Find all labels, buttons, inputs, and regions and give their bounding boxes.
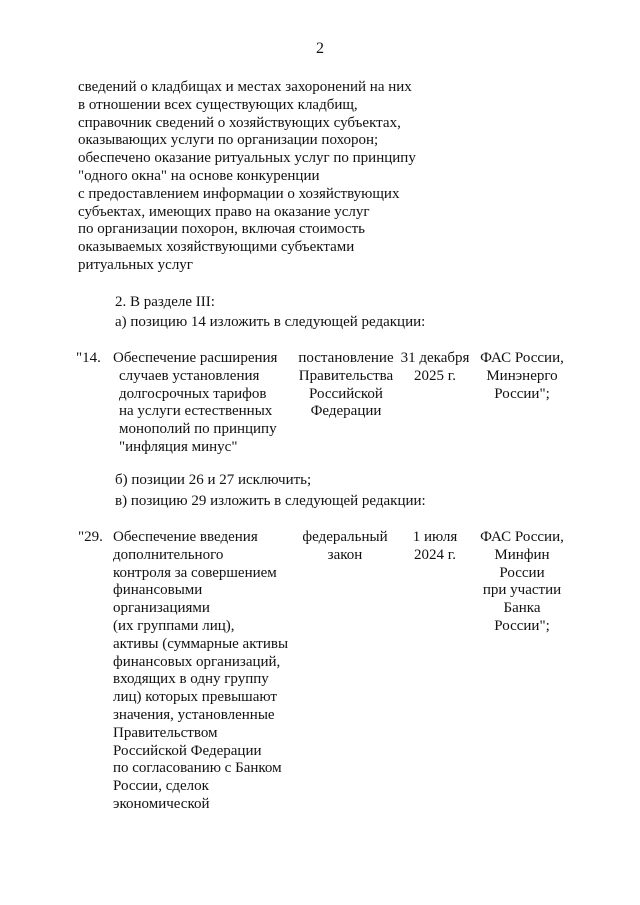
text-line: оказывающих услуги по организации похорон; — [78, 132, 379, 149]
text-line: случаев установления — [119, 367, 260, 384]
text-line: ФАС России, — [480, 350, 564, 366]
text-line: Правительством — [113, 724, 218, 741]
text-line: Российской — [309, 385, 383, 402]
text-line: России"; — [494, 385, 550, 402]
intro-paragraph — [78, 79, 438, 275]
text-line: финансовых организаций, — [113, 653, 281, 670]
text-line: обеспечено оказание ритуальных услуг по принципу — [78, 150, 416, 167]
text-line: с предоставлением информации о хозяйствующих — [78, 185, 400, 202]
text-line: России — [499, 564, 545, 581]
deadline-cell — [397, 529, 473, 565]
text-line: "одного окна" на основе конкуренции — [78, 167, 320, 184]
text-line: Обеспечение введения — [113, 529, 258, 545]
row-number: "14. — [76, 350, 101, 366]
text-line: финансовыми — [113, 582, 203, 599]
text-line: лиц) которых превышают — [113, 689, 277, 706]
text-line: ритуальных услуг — [78, 256, 193, 273]
text-line: входящих в одну группу — [113, 671, 269, 688]
responsible-cell — [470, 529, 574, 636]
text-line: в отношении всех существующих кладбищ, — [78, 96, 358, 113]
text-line: при участии — [482, 582, 562, 599]
item-a: а) позицию 14 изложить в следующей редакции: — [115, 314, 426, 330]
text-line: России, сделок — [113, 778, 209, 795]
document-cell — [290, 529, 400, 565]
text-line: федеральный — [302, 529, 388, 545]
text-line: 2024 г. — [414, 546, 456, 563]
measure-cell — [113, 529, 293, 814]
text-line: на услуги естественных — [119, 403, 273, 420]
text-line: значения, установленные — [113, 706, 275, 723]
text-line: 2025 г. — [414, 367, 456, 384]
text-line: долгосрочных тарифов — [119, 385, 267, 402]
text-line: экономической — [113, 795, 210, 812]
text-line: Федерации — [310, 403, 382, 420]
text-line: дополнительного — [113, 546, 224, 563]
responsible-cell — [470, 350, 574, 403]
text-line: закон — [327, 546, 363, 563]
text-line: 31 декабря — [400, 350, 470, 366]
text-line: активы (суммарные активы — [113, 635, 289, 652]
text-line: организациями — [113, 600, 210, 617]
text-line: оказываемых хозяйствующими субъектами — [78, 239, 355, 256]
text-line: Минфин — [494, 546, 550, 563]
text-line: Банка — [503, 600, 541, 617]
row-number: "29. — [78, 529, 103, 545]
item-c: в) позицию 29 изложить в следующей редакции: — [115, 493, 426, 509]
page-number: 2 — [316, 40, 324, 57]
section-heading: 2. В разделе III: — [115, 294, 215, 310]
text-line: по организации похорон, включая стоимость — [78, 221, 365, 238]
text-line: сведений о кладбищах и местах захоронений на них — [78, 79, 412, 95]
text-line: России"; — [494, 617, 550, 634]
text-line: Правительства — [298, 367, 394, 384]
text-line: Обеспечение расширения — [113, 350, 278, 366]
text-line: субъектах, имеющих право на оказание услуг — [78, 203, 370, 220]
document-cell — [292, 350, 400, 421]
text-line: монополий по принципу — [119, 421, 277, 438]
text-line: (их группами лиц), — [113, 617, 235, 634]
text-line: постановление — [298, 350, 394, 366]
text-line: Российской Федерации — [113, 742, 262, 759]
text-line: контроля за совершением — [113, 564, 277, 581]
deadline-cell — [397, 350, 473, 386]
text-line: "инфляция минус" — [119, 438, 238, 455]
text-line: справочник сведений о хозяйствующих субъектах, — [78, 114, 401, 131]
text-line: Минэнерго — [486, 367, 558, 384]
item-b: б) позиции 26 и 27 исключить; — [115, 472, 312, 488]
text-line: ФАС России, — [480, 529, 564, 545]
text-line: 1 июля — [412, 529, 458, 545]
text-line: по согласованию с Банком — [113, 760, 282, 777]
measure-cell — [113, 350, 293, 457]
